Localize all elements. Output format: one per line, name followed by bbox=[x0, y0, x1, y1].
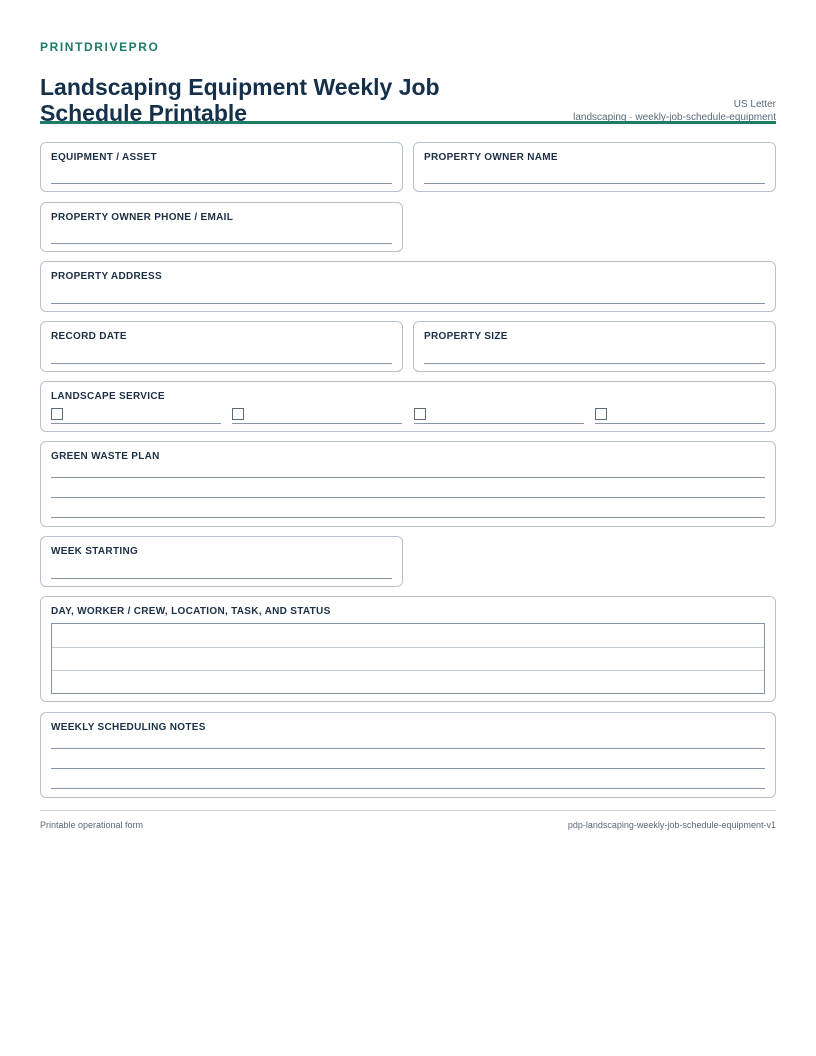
page-tags: landscaping · weekly-job-schedule-equipment bbox=[573, 112, 776, 123]
form-page bbox=[40, 40, 776, 124]
property-size-field-box bbox=[413, 321, 776, 372]
equipment-field-box bbox=[40, 142, 403, 192]
schedule-table[interactable] bbox=[51, 623, 765, 694]
checkbox-icon[interactable] bbox=[232, 408, 244, 420]
week-starting-label: WEEK STARTING bbox=[51, 546, 139, 557]
service-option-4 bbox=[595, 408, 765, 424]
record-date-input-line[interactable] bbox=[51, 363, 392, 364]
page-title: Landscaping Equipment Weekly Job Schedule Printable bbox=[40, 74, 440, 126]
notes-field-box bbox=[40, 712, 776, 798]
owner-name-input-line[interactable] bbox=[424, 183, 765, 184]
notes-label: WEEKLY SCHEDULING NOTES bbox=[51, 722, 206, 733]
green-waste-line-1[interactable] bbox=[51, 477, 765, 478]
property-size-input-line[interactable] bbox=[424, 363, 765, 364]
landscape-service-field-box bbox=[40, 381, 776, 432]
green-waste-line-2[interactable] bbox=[51, 497, 765, 498]
green-waste-label: GREEN WASTE PLAN bbox=[51, 451, 160, 462]
property-size-label: PROPERTY SIZE bbox=[424, 331, 508, 342]
address-field-box bbox=[40, 261, 776, 312]
checkbox-icon[interactable] bbox=[414, 408, 426, 420]
landscape-service-label: LANDSCAPE SERVICE bbox=[51, 391, 165, 402]
record-date-label: RECORD DATE bbox=[51, 331, 127, 342]
week-starting-field-box bbox=[40, 536, 403, 587]
notes-line-2[interactable] bbox=[51, 768, 765, 769]
checkbox-icon[interactable] bbox=[595, 408, 607, 420]
equipment-label: EQUIPMENT / ASSET bbox=[51, 152, 157, 163]
paper-size: US Letter bbox=[733, 99, 776, 110]
notes-line-3[interactable] bbox=[51, 788, 765, 789]
table-row-divider bbox=[52, 647, 764, 648]
notes-line-1[interactable] bbox=[51, 748, 765, 749]
footer-left-text: Printable operational form bbox=[40, 820, 144, 830]
address-label: PROPERTY ADDRESS bbox=[51, 271, 162, 282]
footer-form-id: pdp-landscaping-weekly-job-schedule-equipment-v1 bbox=[567, 820, 776, 830]
equipment-input-line[interactable] bbox=[51, 183, 392, 184]
week-starting-input-line[interactable] bbox=[51, 578, 392, 579]
address-input-line[interactable] bbox=[51, 303, 765, 304]
service-option-1 bbox=[51, 408, 221, 424]
page-footer bbox=[40, 810, 776, 834]
green-waste-line-3[interactable] bbox=[51, 517, 765, 518]
owner-contact-field-box bbox=[40, 202, 403, 252]
schedule-table-label: DAY, WORKER / CREW, LOCATION, TASK, AND STATUS bbox=[51, 606, 331, 617]
owner-contact-input-line[interactable] bbox=[51, 243, 392, 244]
service-options bbox=[51, 408, 765, 424]
page-header bbox=[40, 54, 776, 124]
owner-contact-label: PROPERTY OWNER PHONE / EMAIL bbox=[51, 212, 234, 223]
table-row-divider bbox=[52, 670, 764, 671]
service-option-2 bbox=[232, 408, 402, 424]
owner-name-field-box bbox=[413, 142, 776, 192]
owner-name-label: PROPERTY OWNER NAME bbox=[424, 152, 558, 163]
schedule-table-box bbox=[40, 596, 776, 702]
brand-logo-text: PRINTDRIVEPRO bbox=[40, 40, 160, 54]
service-option-3 bbox=[414, 408, 584, 424]
record-date-field-box bbox=[40, 321, 403, 372]
checkbox-icon[interactable] bbox=[51, 408, 63, 420]
green-waste-field-box bbox=[40, 441, 776, 527]
page-meta bbox=[573, 98, 776, 124]
